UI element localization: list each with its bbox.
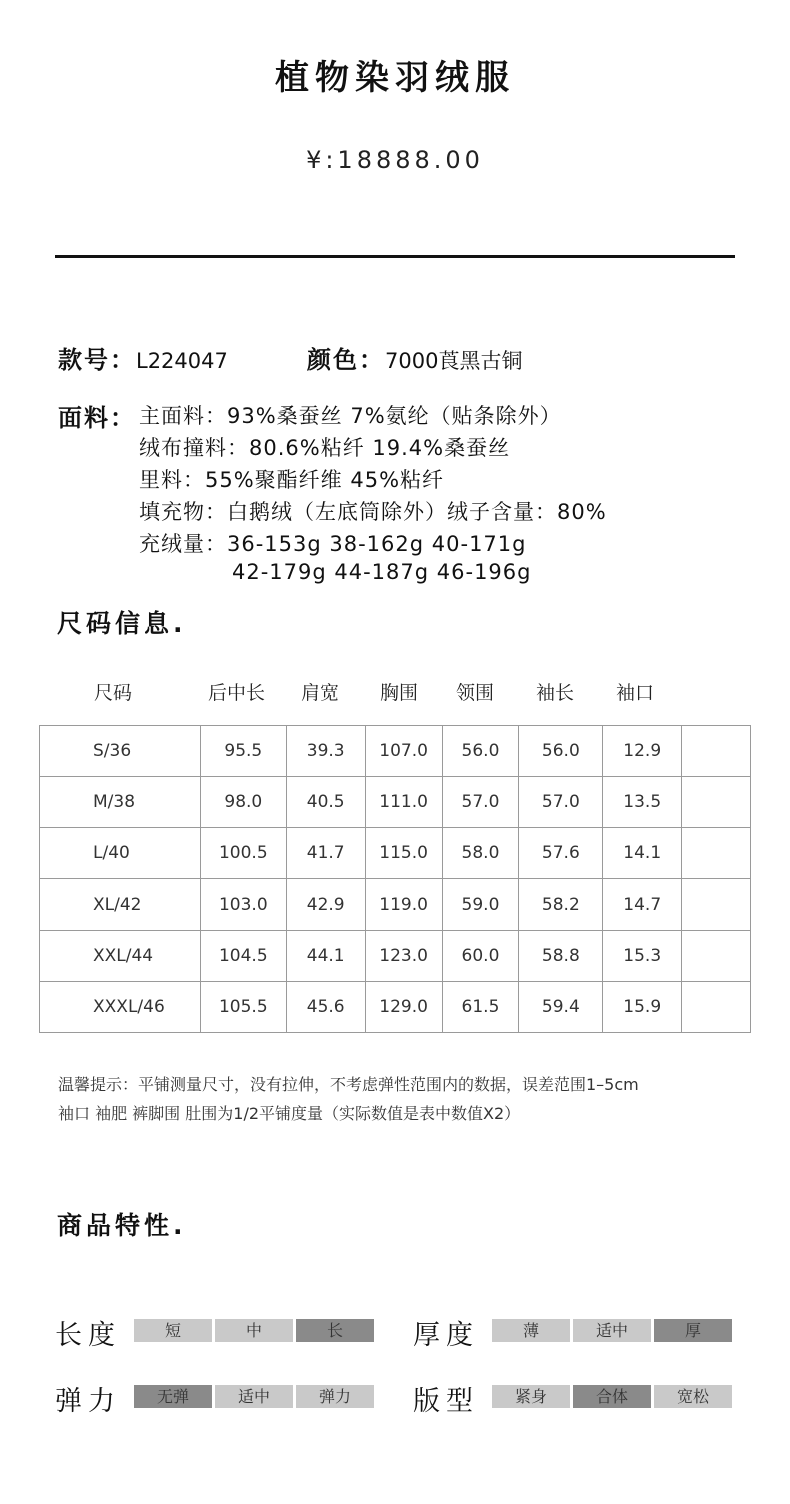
divider: [55, 255, 735, 258]
size-cell: XXXL/46: [40, 981, 201, 1032]
features-section-title: 商品特性.: [57, 1211, 187, 1240]
header-collar: 领围: [456, 682, 495, 704]
color-value: 7000莨黑古铜: [385, 349, 523, 373]
length-option-long: 长: [296, 1319, 374, 1342]
table-cell: 61.5: [442, 981, 519, 1032]
table-cell: 41.7: [286, 828, 365, 879]
table-cell: 111.0: [365, 777, 442, 828]
table-cell: 107.0: [365, 726, 442, 777]
header-length: 后中长: [208, 682, 266, 704]
table-cell: 56.0: [519, 726, 603, 777]
table-cell: 105.5: [200, 981, 286, 1032]
attr-fit-label: 版型: [413, 1386, 479, 1417]
table-cell: 104.5: [200, 930, 286, 981]
table-cell-empty: [682, 777, 751, 828]
table-cell: 15.9: [603, 981, 682, 1032]
table-cell: 57.6: [519, 828, 603, 879]
table-cell: 129.0: [365, 981, 442, 1032]
table-cell: 59.0: [442, 879, 519, 930]
table-cell: 57.0: [442, 777, 519, 828]
table-row: [40, 828, 751, 879]
thickness-option-medium: 适中: [573, 1319, 651, 1342]
fabric-lining: 里料：55%聚酯纤维 45%粘纤: [139, 468, 445, 492]
table-cell-empty: [682, 879, 751, 930]
header-chest: 胸围: [380, 682, 419, 704]
table-cell: 59.4: [519, 981, 603, 1032]
size-cell: M/38: [40, 777, 201, 828]
table-row: [40, 930, 751, 981]
table-cell: 60.0: [442, 930, 519, 981]
fabric-main: 主面料：93%桑蚕丝 7%氨纶（贴条除外）: [139, 404, 562, 428]
table-cell: 95.5: [200, 726, 286, 777]
header-cuff: 袖口: [616, 682, 655, 704]
attr-thickness-label: 厚度: [413, 1320, 479, 1351]
elasticity-option-none: 无弹: [134, 1385, 212, 1408]
table-cell: 119.0: [365, 879, 442, 930]
thickness-option-thin: 薄: [492, 1319, 570, 1342]
elasticity-option-stretch: 弹力: [296, 1385, 374, 1408]
fabric-key: 面料：: [58, 404, 136, 432]
table-cell: 14.1: [603, 828, 682, 879]
style-number-value: L224047: [136, 349, 228, 373]
table-cell: 13.5: [603, 777, 682, 828]
table-row: [40, 981, 751, 1032]
table-cell: 57.0: [519, 777, 603, 828]
table-cell-empty: [682, 726, 751, 777]
fabric-velvet: 绒布撞料：80.6%粘纤 19.4%桑蚕丝: [139, 436, 511, 460]
tip-line-1: 温馨提示：平铺测量尺寸，没有拉伸，不考虑弹性范围内的数据，误差范围1–5cm: [58, 1075, 639, 1094]
color-key: 颜色：: [307, 346, 385, 374]
thickness-option-thick: 厚: [654, 1319, 732, 1342]
table-cell: 40.5: [286, 777, 365, 828]
product-title: 植物染羽绒服: [275, 58, 515, 98]
fabric-key-row: [58, 398, 136, 433]
fill-amount-line1: 充绒量：36-153g 38-162g 40-171g: [139, 532, 527, 556]
product-price: ¥:18888.00: [306, 146, 484, 174]
table-cell-empty: [682, 981, 751, 1032]
length-option-medium: 中: [215, 1319, 293, 1342]
header-shoulder: 肩宽: [301, 682, 340, 704]
attr-elasticity-label: 弹力: [55, 1386, 121, 1417]
size-cell: XXL/44: [40, 930, 201, 981]
style-number-key: 款号：: [58, 346, 136, 374]
fabric-filling: 填充物：白鹅绒（左底筒除外）绒子含量：80%: [139, 500, 607, 524]
color-row: [307, 340, 522, 375]
table-cell: 115.0: [365, 828, 442, 879]
fit-option-tight: 紧身: [492, 1385, 570, 1408]
table-cell: 44.1: [286, 930, 365, 981]
table-cell: 45.6: [286, 981, 365, 1032]
elasticity-option-medium: 适中: [215, 1385, 293, 1408]
table-cell-empty: [682, 930, 751, 981]
header-sleeve: 袖长: [536, 682, 575, 704]
table-row: [40, 777, 751, 828]
style-number-row: [58, 340, 228, 375]
length-option-short: 短: [134, 1319, 212, 1342]
size-cell: S/36: [40, 726, 201, 777]
attr-length-label: 长度: [55, 1320, 121, 1351]
table-cell: 12.9: [603, 726, 682, 777]
table-cell: 42.9: [286, 879, 365, 930]
tip-line-2: 袖口 袖肥 裤脚围 肚围为1/2平铺度量（实际数值是表中数值X2）: [58, 1104, 521, 1123]
fit-option-regular: 合体: [573, 1385, 651, 1408]
table-cell: 14.7: [603, 879, 682, 930]
table-row: [40, 879, 751, 930]
table-row: [40, 726, 751, 777]
size-section-title: 尺码信息.: [57, 609, 187, 638]
table-cell: 103.0: [200, 879, 286, 930]
table-cell: 56.0: [442, 726, 519, 777]
table-cell: 98.0: [200, 777, 286, 828]
table-cell: 15.3: [603, 930, 682, 981]
table-cell: 58.0: [442, 828, 519, 879]
table-cell-empty: [682, 828, 751, 879]
table-cell: 39.3: [286, 726, 365, 777]
table-cell: 58.2: [519, 879, 603, 930]
size-cell: L/40: [40, 828, 201, 879]
table-cell: 58.8: [519, 930, 603, 981]
fill-amount-line2: 42-179g 44-187g 46-196g: [232, 560, 532, 584]
header-size: 尺码: [94, 682, 133, 704]
table-cell: 123.0: [365, 930, 442, 981]
table-cell: 100.5: [200, 828, 286, 879]
size-cell: XL/42: [40, 879, 201, 930]
fit-option-loose: 宽松: [654, 1385, 732, 1408]
size-table: [39, 725, 751, 1033]
